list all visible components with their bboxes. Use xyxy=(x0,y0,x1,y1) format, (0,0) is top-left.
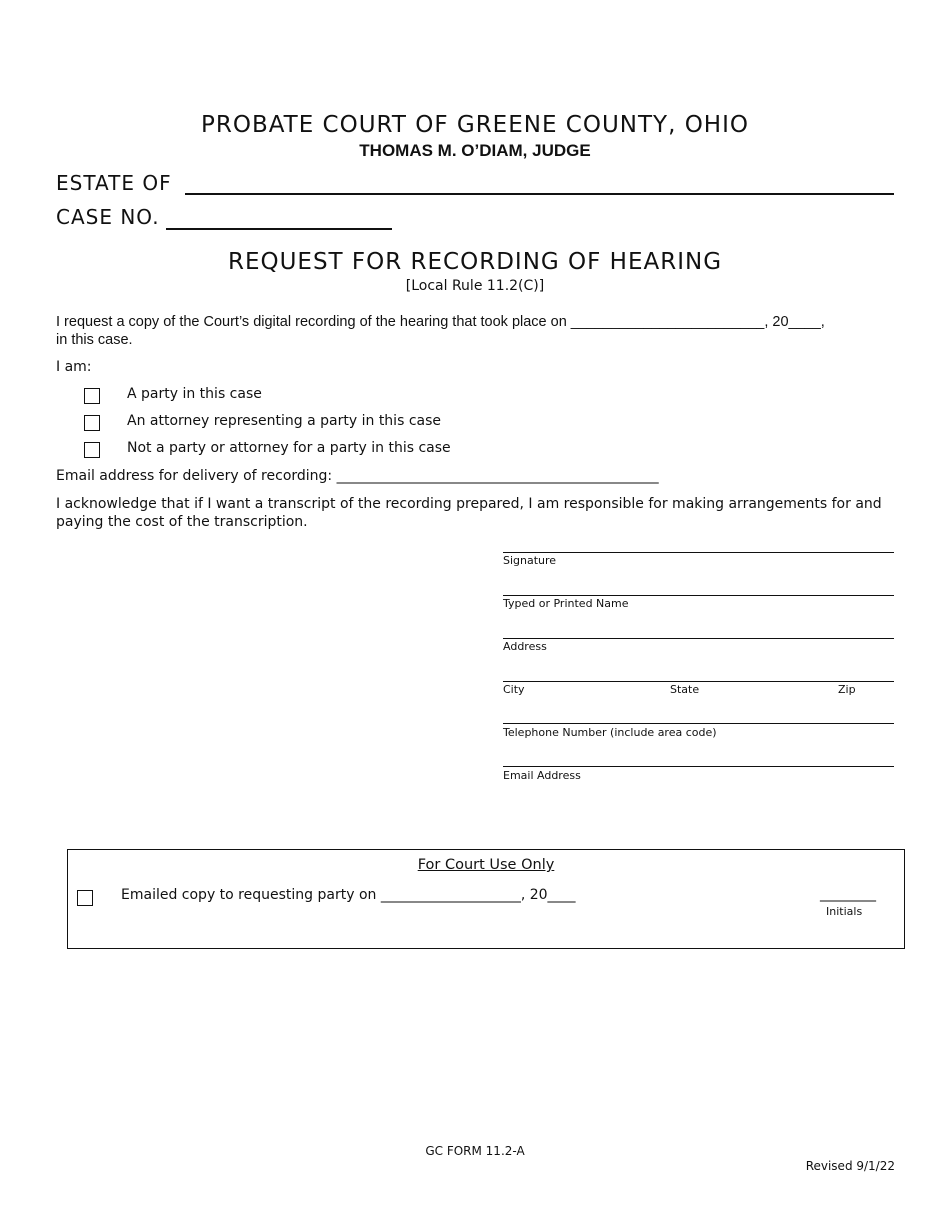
request-statement: I request a copy of the Court’s digital recording of the hearing that took place on ________________________, 20____, xyxy=(56,314,825,330)
address-field[interactable] xyxy=(503,638,894,639)
form-title: REQUEST FOR RECORDING OF HEARING xyxy=(227,249,723,275)
initials-label: Initials xyxy=(826,905,863,918)
signature-label: Signature xyxy=(503,554,557,567)
i-am-label: I am: xyxy=(56,359,92,375)
estate-field[interactable] xyxy=(185,193,894,195)
court-use-box xyxy=(67,849,905,949)
emailed-copy-label: Emailed copy to requesting party on ____________________, 20____ xyxy=(121,887,576,903)
telephone-label: Telephone Number (include area code) xyxy=(503,726,717,739)
attorney-checkbox[interactable] xyxy=(84,415,100,431)
emailed-copy-checkbox[interactable] xyxy=(77,890,93,906)
attorney-option-label: An attorney representing a party in this case xyxy=(127,413,442,429)
court-use-title: For Court Use Only xyxy=(417,857,555,873)
estate-label: ESTATE OF xyxy=(56,171,172,195)
zip-label: Zip xyxy=(838,683,856,696)
printed-name-field[interactable] xyxy=(503,595,894,596)
signature-field[interactable] xyxy=(503,552,894,553)
form-number: GC FORM 11.2-A xyxy=(425,1144,525,1158)
non-party-option-label: Not a party or attorney for a party in this case xyxy=(127,440,451,456)
city-label: City xyxy=(503,683,525,696)
revised-date: Revised 9/1/22 xyxy=(805,1159,895,1173)
local-rule: [Local Rule 11.2(C)] xyxy=(405,278,545,294)
non-party-checkbox[interactable] xyxy=(84,442,100,458)
court-name: PROBATE COURT OF GREENE COUNTY, OHIO xyxy=(200,112,749,138)
printed-name-label: Typed or Printed Name xyxy=(503,597,629,610)
city-state-zip-field[interactable] xyxy=(503,681,894,682)
initials-field[interactable]: ________ xyxy=(820,886,876,902)
telephone-field[interactable] xyxy=(503,723,894,724)
email-address-label: Email Address xyxy=(503,769,581,782)
request-statement-cont: in this case. xyxy=(56,332,133,348)
case-number-label: CASE NO. xyxy=(56,205,160,229)
state-label: State xyxy=(670,683,700,696)
case-number-field[interactable] xyxy=(166,228,392,230)
address-label: Address xyxy=(503,640,547,653)
email-address-field[interactable] xyxy=(503,766,894,767)
judge-name: THOMAS M. O’DIAM, JUDGE xyxy=(359,141,591,160)
delivery-email-field[interactable]: Email address for delivery of recording: ______________________________________________ xyxy=(56,468,659,484)
party-checkbox[interactable] xyxy=(84,388,100,404)
party-option-label: A party in this case xyxy=(127,386,262,402)
acknowledgement: I acknowledge that if I want a transcript of the recording prepared, I am responsible for making arrangements for and paying the cost of the transcription. xyxy=(56,496,882,530)
